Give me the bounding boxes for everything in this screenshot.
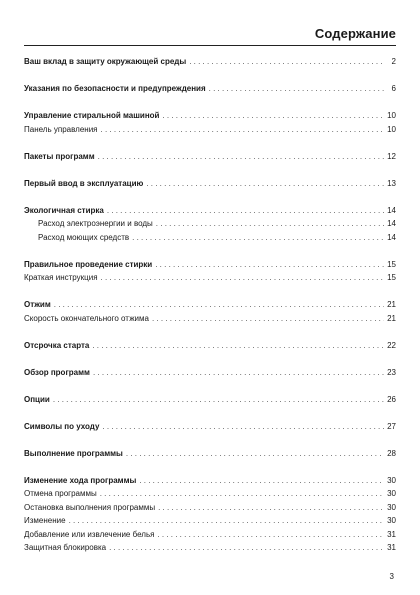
toc-entry-page-number: 30 (387, 489, 396, 498)
toc-spacer (24, 285, 396, 299)
toc-entry-title: Изменение (24, 516, 66, 525)
toc-entry-page-number: 28 (387, 448, 396, 458)
toc-entry-page-number: 21 (387, 300, 396, 309)
page-number: 3 (389, 572, 394, 581)
toc-section-entry[interactable] (24, 420, 396, 434)
toc-section-entry[interactable] (24, 82, 396, 96)
toc-dot-leader (92, 339, 384, 353)
toc-entry-page-number: 23 (387, 367, 396, 377)
toc-section-entry[interactable] (24, 298, 396, 312)
toc-entry-page-number: 31 (387, 529, 396, 539)
table-of-contents (24, 55, 396, 555)
toc-entry-title: Изменение хода программы (24, 475, 137, 485)
toc-entry-title: Правильное проведение стирки (24, 259, 153, 269)
toc-dot-leader (98, 150, 384, 164)
toc-entry-title: Символы по уходу (24, 421, 100, 431)
toc-entry-title: Расход моющих средств (38, 232, 130, 242)
page-title: Содержание (314, 26, 396, 41)
toc-entry-title: Первый ввод в эксплуатацию (24, 178, 144, 188)
toc-entry-page-number: 14 (387, 232, 396, 242)
toc-subsection-entry[interactable] (24, 528, 396, 542)
toc-entry-page-number: 30 (387, 502, 396, 512)
toc-dot-leader (139, 474, 384, 488)
toc-dot-leader (93, 366, 384, 380)
toc-subsection-entry[interactable] (24, 487, 396, 501)
toc-subsection-entry[interactable] (24, 231, 396, 245)
toc-dot-leader (158, 501, 384, 515)
toc-dot-leader (152, 312, 384, 326)
toc-entry-title: Добавление или извлечение белья (24, 529, 155, 539)
toc-entry-title: Панель управления (24, 124, 98, 134)
toc-section-entry[interactable] (24, 474, 396, 488)
toc-section-entry[interactable] (24, 366, 396, 380)
toc-dot-leader (69, 514, 384, 528)
toc-entry-page-number: 30 (387, 516, 396, 525)
toc-dot-leader (162, 109, 384, 123)
page-header (24, 0, 396, 46)
toc-subsection-entry[interactable] (24, 217, 396, 231)
toc-subsection-entry[interactable] (24, 312, 396, 326)
toc-subsection-entry[interactable] (24, 541, 396, 555)
toc-dot-leader (102, 420, 384, 434)
toc-spacer (24, 460, 396, 474)
toc-subsection-entry[interactable] (24, 271, 396, 285)
toc-entry-title: Краткая инструкция (24, 273, 98, 282)
toc-entry-page-number: 27 (387, 421, 396, 431)
toc-entry-title: Остановка выполнения программы (24, 502, 156, 512)
toc-entry-page-number: 13 (387, 178, 396, 188)
toc-spacer (24, 69, 396, 83)
toc-entry-title: Отмена программы (24, 489, 97, 498)
toc-entry-title: Отсрочка старта (24, 340, 90, 350)
toc-spacer (24, 406, 396, 420)
toc-dot-leader (109, 541, 384, 555)
toc-entry-title: Опции (24, 394, 50, 404)
toc-entry-page-number: 15 (387, 259, 396, 269)
toc-spacer (24, 352, 396, 366)
toc-dot-leader (101, 271, 384, 285)
toc-entry-page-number: 31 (387, 543, 396, 552)
toc-dot-leader (54, 298, 384, 312)
toc-dot-leader (209, 82, 384, 96)
toc-entry-title: Скорость окончательного отжима (24, 313, 149, 323)
toc-entry-page-number: 22 (387, 340, 396, 350)
toc-entry-title: Отжим (24, 300, 51, 309)
toc-entry-title: Ваш вклад в защиту окружающей среды (24, 57, 187, 66)
toc-dot-leader (107, 204, 384, 218)
toc-dot-leader (156, 217, 384, 231)
toc-spacer (24, 244, 396, 258)
toc-spacer (24, 96, 396, 110)
toc-entry-title: Расход электроэнергии и воды (38, 219, 153, 228)
toc-spacer (24, 190, 396, 204)
toc-section-entry[interactable] (24, 393, 396, 407)
toc-section-entry[interactable] (24, 447, 396, 461)
toc-entry-page-number: 21 (387, 313, 396, 323)
toc-subsection-entry[interactable] (24, 123, 396, 137)
toc-section-entry[interactable] (24, 339, 396, 353)
toc-dot-leader (53, 393, 384, 407)
toc-subsection-entry[interactable] (24, 514, 396, 528)
toc-dot-leader (146, 177, 384, 191)
toc-entry-page-number: 15 (387, 273, 396, 282)
toc-entry-title: Экологичная стирка (24, 205, 104, 215)
toc-entry-title: Пакеты программ (24, 151, 95, 161)
toc-dot-leader (126, 447, 384, 461)
toc-spacer (24, 163, 396, 177)
toc-spacer (24, 136, 396, 150)
toc-section-entry[interactable] (24, 177, 396, 191)
toc-entry-page-number: 14 (387, 219, 396, 228)
toc-section-entry[interactable] (24, 55, 396, 69)
toc-entry-page-number: 30 (387, 475, 396, 485)
toc-dot-leader (100, 487, 384, 501)
toc-entry-title: Управление стиральной машиной (24, 111, 160, 120)
toc-entry-page-number: 26 (387, 394, 396, 404)
toc-entry-title: Обзор программ (24, 367, 90, 377)
toc-dot-leader (189, 55, 384, 69)
toc-entry-page-number: 10 (387, 124, 396, 134)
toc-section-entry[interactable] (24, 258, 396, 272)
toc-entry-page-number: 2 (391, 57, 396, 66)
toc-entry-page-number: 6 (391, 84, 396, 93)
toc-entry-page-number: 12 (387, 151, 396, 161)
toc-entry-page-number: 14 (387, 205, 396, 215)
toc-section-entry[interactable] (24, 204, 396, 218)
toc-entry-title: Указания по безопасности и предупреждения (24, 84, 206, 93)
toc-dot-leader (155, 258, 384, 272)
toc-spacer (24, 325, 396, 339)
toc-dot-leader (101, 123, 385, 137)
toc-dot-leader (157, 528, 384, 542)
toc-entry-title: Выполнение программы (24, 448, 123, 458)
toc-section-entry[interactable] (24, 109, 396, 123)
toc-spacer (24, 433, 396, 447)
toc-spacer (24, 379, 396, 393)
toc-subsection-entry[interactable] (24, 501, 396, 515)
toc-section-entry[interactable] (24, 150, 396, 164)
toc-entry-page-number: 10 (387, 111, 396, 120)
toc-entry-title: Защитная блокировка (24, 543, 107, 552)
toc-dot-leader (132, 231, 384, 245)
